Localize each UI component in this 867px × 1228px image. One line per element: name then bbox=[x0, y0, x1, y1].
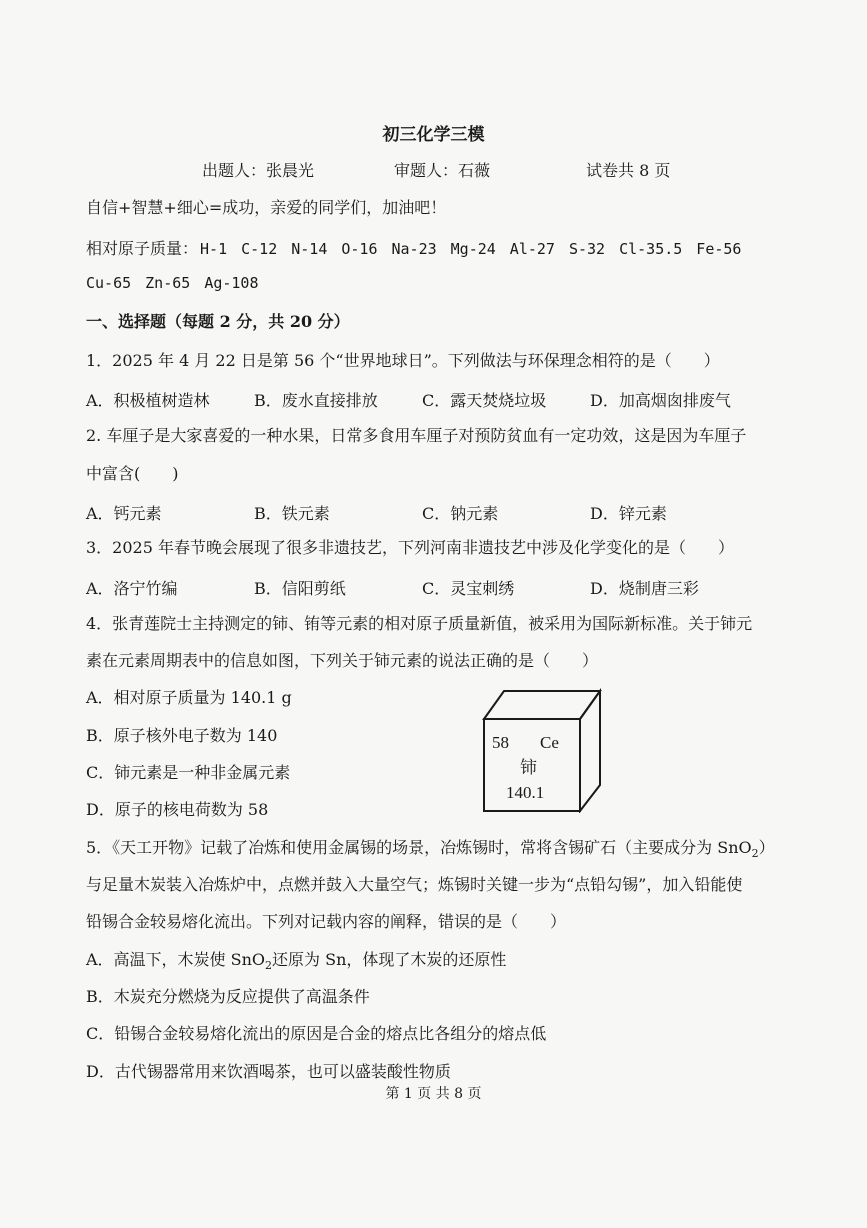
atomic-masses-row2 bbox=[86, 274, 273, 292]
mass-item: C-12 bbox=[241, 240, 278, 258]
q3-option-b: B．信阳剪纸 bbox=[254, 579, 346, 598]
mass-item: Cu-65 bbox=[86, 274, 132, 292]
q4-option-c: C．铈元素是一种非金属元素 bbox=[86, 763, 291, 782]
mass-item: N-14 bbox=[291, 240, 328, 258]
q2-stem-line2: 中富含( ) bbox=[86, 464, 179, 483]
subscript: 2 bbox=[751, 847, 759, 861]
q5-stem-text: 5．《天工开物》记载了冶炼和使用金属锡的场景，冶炼锡时，常将含锡矿石（主要成分为 SnO bbox=[86, 838, 752, 857]
page-footer: 第 1 页 共 8 页 bbox=[385, 1086, 482, 1102]
q4-option-d: D．原子的核电荷数为 58 bbox=[86, 800, 269, 819]
q2-option-b: B．铁元素 bbox=[254, 504, 330, 523]
atomic-masses-row1 bbox=[86, 236, 755, 259]
q5-stem-line3: 铅锡合金较易熔化流出。下列对记载内容的阐释，错误的是（ ） bbox=[86, 912, 567, 931]
q5-option-b: B．木炭充分燃烧为反应提供了高温条件 bbox=[86, 987, 370, 1006]
mass-item: Na-23 bbox=[391, 240, 437, 258]
q1-option-c: C．露天焚烧垃圾 bbox=[422, 391, 547, 410]
element-name: 铈 bbox=[520, 758, 537, 778]
motto: 自信+智慧+细心=成功，亲爱的同学们，加油吧！ bbox=[86, 198, 447, 217]
q3-option-d: D．烧制唐三彩 bbox=[590, 579, 699, 598]
q1-option-a: A．积极植树造林 bbox=[86, 391, 210, 410]
q4-option-b: B．原子核外电子数为 140 bbox=[86, 726, 278, 745]
mass-item: Mg-24 bbox=[450, 240, 496, 258]
subscript: 2 bbox=[265, 959, 273, 973]
q2-option-a: A．钙元素 bbox=[86, 504, 162, 523]
exam-title: 初三化学三模 bbox=[382, 125, 485, 145]
relative-atomic-mass: 140.1 bbox=[506, 783, 545, 802]
mass-item: O-16 bbox=[341, 240, 378, 258]
mass-item: Zn-65 bbox=[145, 274, 191, 292]
masses-label: 相对原子质量： bbox=[86, 239, 199, 258]
q5-stem-line2: 与足量木炭装入冶炼炉中，点燃并鼓入大量空气；炼锡时关键一步为“点铅勾锡”，加入铅能使 bbox=[86, 875, 743, 894]
q5-stem-text-end: ） bbox=[758, 838, 775, 857]
q1-option-b: B．废水直接排放 bbox=[254, 391, 378, 410]
q5-option-c: C．铅锡合金较易熔化流出的原因是合金的熔点比各组分的熔点低 bbox=[86, 1024, 547, 1043]
q4-stem-line2: 素在元素周期表中的信息如图，下列关于铈元素的说法正确的是（ ） bbox=[86, 651, 599, 670]
mass-item: S-32 bbox=[568, 240, 606, 258]
mass-item: Al-27 bbox=[509, 240, 555, 258]
element-symbol: Ce bbox=[540, 733, 559, 752]
reviewer: 审题人：石薇 bbox=[394, 161, 491, 180]
q2-option-c: C．钠元素 bbox=[422, 504, 499, 523]
q3-option-a: A．洛宁竹编 bbox=[86, 579, 178, 598]
atomic-number: 58 bbox=[492, 733, 509, 752]
mass-item: Cl-35.5 bbox=[619, 240, 683, 258]
setter: 出题人：张晨光 bbox=[202, 161, 315, 180]
mass-item: Fe-56 bbox=[696, 240, 742, 258]
q2-option-d: D．锌元素 bbox=[590, 504, 667, 523]
q4-stem-line1: 4．张青莲院士主持测定的铈、铕等元素的相对原子质量新值，被采用为国际新标准。关于铈元 bbox=[86, 614, 753, 633]
q4-option-a: A．相对原子质量为 140.1 g bbox=[86, 688, 292, 707]
q1-option-d: D．加高烟囱排废气 bbox=[590, 391, 731, 410]
q5-option-a-text-end: 还原为 Sn，体现了木炭的还原性 bbox=[272, 950, 507, 969]
q3-option-c: C．灵宝刺绣 bbox=[422, 579, 515, 598]
page-count: 试卷共 8 页 bbox=[586, 161, 671, 180]
mass-item: Ag-108 bbox=[204, 274, 259, 292]
q5-option-a-text: A．高温下，木炭使 SnO bbox=[86, 950, 266, 969]
q1-stem: 1．2025 年 4 月 22 日是第 56 个“世界地球日”。下列做法与环保理念相符的是（ ） bbox=[86, 351, 720, 370]
element-cell-figure bbox=[470, 683, 610, 813]
q3-stem: 3．2025 年春节晚会展现了很多非遗技艺，下列河南非遗技艺中涉及化学变化的是（ ） bbox=[86, 538, 734, 557]
q5-option-d: D．古代锡器常用来饮酒喝茶，也可以盛装酸性物质 bbox=[86, 1062, 451, 1081]
section-heading: 一、选择题（每题 2 分，共 20 分） bbox=[86, 312, 350, 331]
mass-item: H-1 bbox=[200, 240, 228, 258]
q5-stem-line1 bbox=[86, 838, 775, 864]
q2-stem-line1: 2. 车厘子是大家喜爱的一种水果，日常多食用车厘子对预防贫血有一定功效，这是因为车厘子 bbox=[86, 426, 747, 445]
q5-option-a bbox=[86, 950, 506, 976]
